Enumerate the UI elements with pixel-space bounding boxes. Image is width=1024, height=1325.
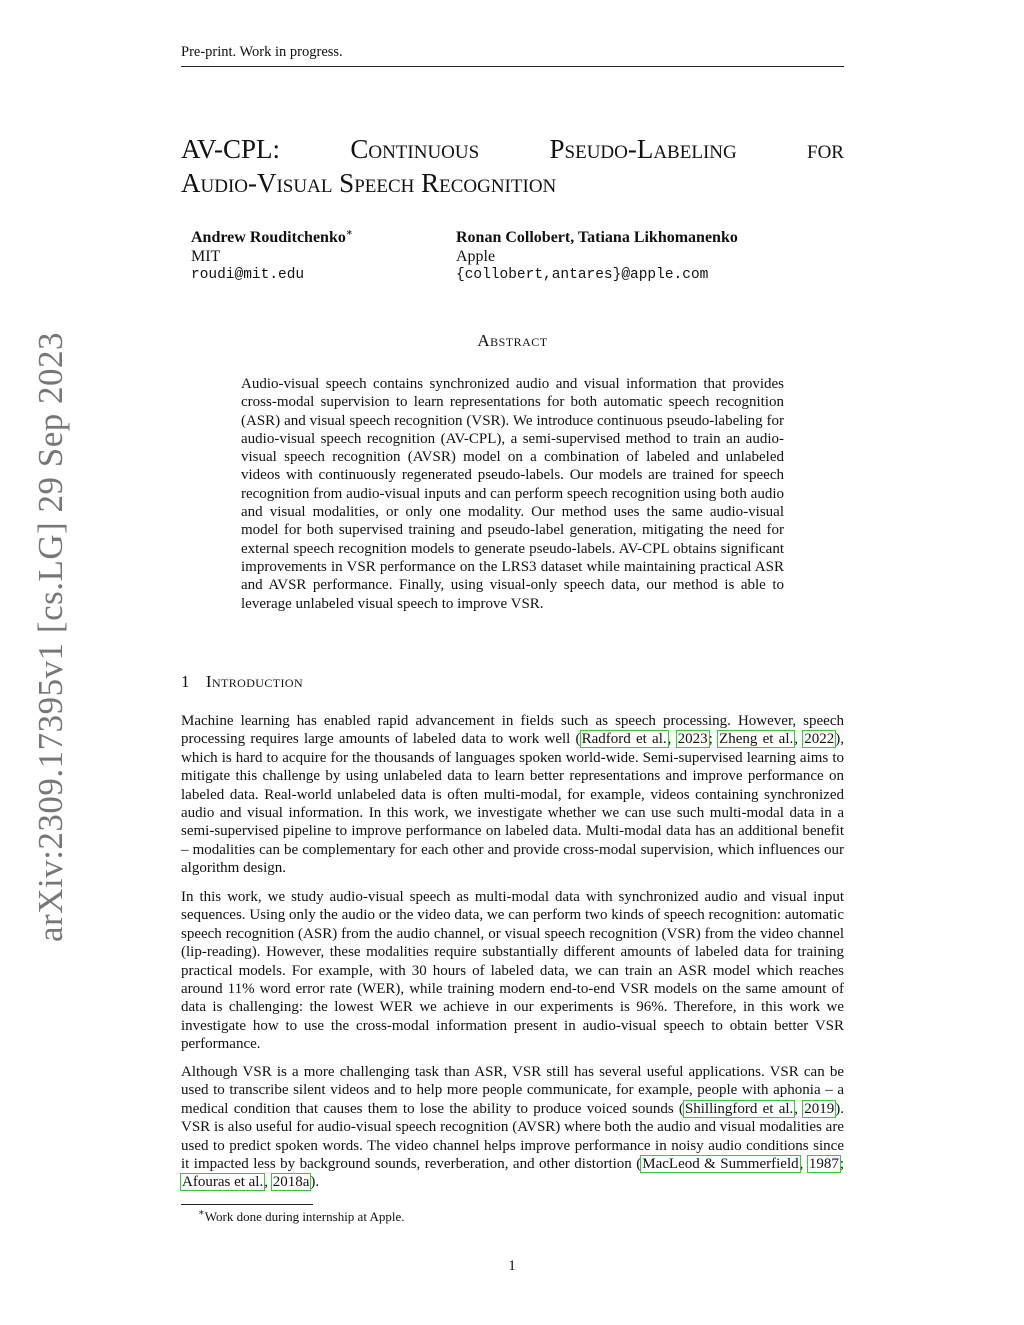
- citation-link[interactable]: Afouras et al.: [182, 1174, 264, 1191]
- section-title: Introduction: [205, 672, 304, 691]
- title-line-2-text: Audio-Visual Speech Recognition: [181, 168, 557, 198]
- abstract-text: Audio-visual speech contains synchronized audio and visual information that provides cross-modal supervision to learn representations for both automatic speech recognition (ASR) and visual speech recognition (VSR). We introduce continuous pseudo-labeling for audio-visual speech recognition (AV-CPL), a semi-supervised method to train an audio-visual speech recognition (AVSR) model on a combination of labeled and unlabeled videos with continuously regenerated pseudo-labels. Our models are trained for speech recognition from audio-visual inputs and can perform speech recognition using both audio and visual modalities, or only one modality. Our method uses the same audio-visual model for both supervised training and pseudo-label generation, mitigating the need for external speech recognition models to generate pseudo-labels. AV-CPL obtains significant improvements in VSR performance on the LRS3 dataset while maintaining practical ASR and AVSR performance. Finally, using visual-only speech data, our method is able to leverage unlabeled visual speech to improve VSR.: [241, 376, 784, 612]
- author-block-rouditchenko: [191, 228, 353, 285]
- intro-paragraph-2: In this work, we study audio-visual speech as multi-modal data with synchronized audio and visual input sequences. Using only the audio or the video data, we can perform two kinds of speech recognition: automatic speech recognition (ASR) from the audio channel, or visual speech recognition (VSR) from the video channel (lip-reading). However, these modalities require substantially different amounts of labeled data for training practical models. For example, with 30 hours of labeled data, we can train an ASR model which reaches around 11% word error rate (WER), while training modern end-to-end VSR models on the same amount of data is challenging: the lowest WER we achieve in our experiments is 96%. Therefore, in this work we investigate how to use the cross-modal information present in audio-visual speech to obtain better VSR performance.: [181, 889, 844, 1053]
- separator: ,: [799, 1156, 808, 1173]
- page-number: 1: [508, 1258, 516, 1274]
- title-word: Continuous: [350, 134, 480, 164]
- intro-paragraph-3: [181, 1063, 844, 1192]
- paragraph-text: Although VSR is a more challenging task than ASR, VSR still has several useful applications. VSR can be used to transcribe silent videos and to help more people communicate, for example, people with aphonia – a medical condition that causes them to lose the ability to produce voiced sounds (: [181, 1064, 844, 1117]
- paper-title: [181, 132, 844, 200]
- author-footnote-mark: ∗: [345, 227, 353, 239]
- running-header: Pre-print. Work in progress.: [181, 44, 343, 60]
- header-rule: [181, 66, 844, 67]
- footnote-mark: ∗: [198, 1207, 205, 1219]
- citation-year-link[interactable]: 2018a: [272, 1174, 310, 1191]
- paragraph-text: ). VSR is also useful for audio-visual speech recognition (AVSR) where both the audio and visual modalities are used to predict spoken words. The video channel helps improve performance in noisy audio conditions since it impacted less by background sounds, reverberation, and other distortion (: [181, 1100, 845, 1173]
- separator: ,: [794, 731, 804, 748]
- author-name-text: Andrew Rouditchenko: [191, 229, 346, 246]
- citation-link[interactable]: MacLeod & Summerfield: [642, 1156, 799, 1173]
- citation-year-link[interactable]: 1987: [808, 1156, 839, 1173]
- author-name: Ronan Collobert, Tatiana Likhomanenko: [456, 229, 738, 246]
- section-number: 1: [181, 672, 190, 691]
- author-email: roudi@mit.edu: [191, 267, 305, 283]
- paragraph-text: ).: [310, 1174, 320, 1191]
- title-word: Pseudo-Labeling: [549, 134, 737, 164]
- author-affiliation: Apple: [456, 248, 496, 265]
- footnote: [198, 1209, 405, 1225]
- paragraph-text: Machine learning has enabled rapid advancement in fields such as speech processing. However, speech processing requires large amounts of labeled data to work well (: [181, 713, 844, 748]
- author-block-collobert-likhomanenko: [456, 228, 738, 285]
- footnote-text: Work done during internship at Apple.: [204, 1209, 405, 1224]
- paragraph-text: ), which is hard to acquire for the thousands of languages spoken world-wide. Semi-supervised learning aims to mitigate this challenge by using unlabeled data to learn better representations and improve performance on labeled data. Real-world unlabeled data is often multi-modal, for example, videos containing synchronized audio and visual information. In this work, we investigate whether we can use such multi-modal data in a semi-supervised pipeline to improve performance on labeled data. Multi-modal data has an additional benefit – modalities can be complementary for each other and provide cross-modal supervision, which influences our algorithm design.: [181, 731, 844, 877]
- separator: ,: [667, 731, 677, 748]
- title-word: AV-CPL:: [181, 134, 281, 164]
- intro-paragraph-1: [181, 712, 844, 878]
- separator: ,: [794, 1100, 804, 1117]
- author-email: {collobert,antares}@apple.com: [456, 267, 709, 283]
- separator: ,: [264, 1174, 272, 1191]
- title-line-1: [181, 132, 844, 166]
- abstract-heading: Abstract: [477, 331, 548, 350]
- separator: ;: [708, 731, 719, 748]
- arxiv-identifier: arXiv:2309.17395v1 [cs.LG] 29 Sep 2023: [31, 331, 70, 942]
- footnote-rule: [181, 1204, 313, 1205]
- introduction-heading: [181, 672, 303, 692]
- citation-year-link[interactable]: 2022: [804, 731, 835, 748]
- citation-link[interactable]: Shillingford et al.: [684, 1100, 794, 1117]
- title-line-2: [181, 166, 844, 200]
- citation-year-link[interactable]: 2019: [804, 1100, 835, 1117]
- author-affiliation: MIT: [191, 248, 221, 265]
- citation-link[interactable]: Zheng et al.: [719, 731, 794, 748]
- author-name: [191, 228, 353, 247]
- citation-link[interactable]: Radford et al.: [581, 731, 667, 748]
- title-word: for: [807, 134, 844, 164]
- separator: ;: [839, 1156, 844, 1173]
- citation-year-link[interactable]: 2023: [677, 731, 708, 748]
